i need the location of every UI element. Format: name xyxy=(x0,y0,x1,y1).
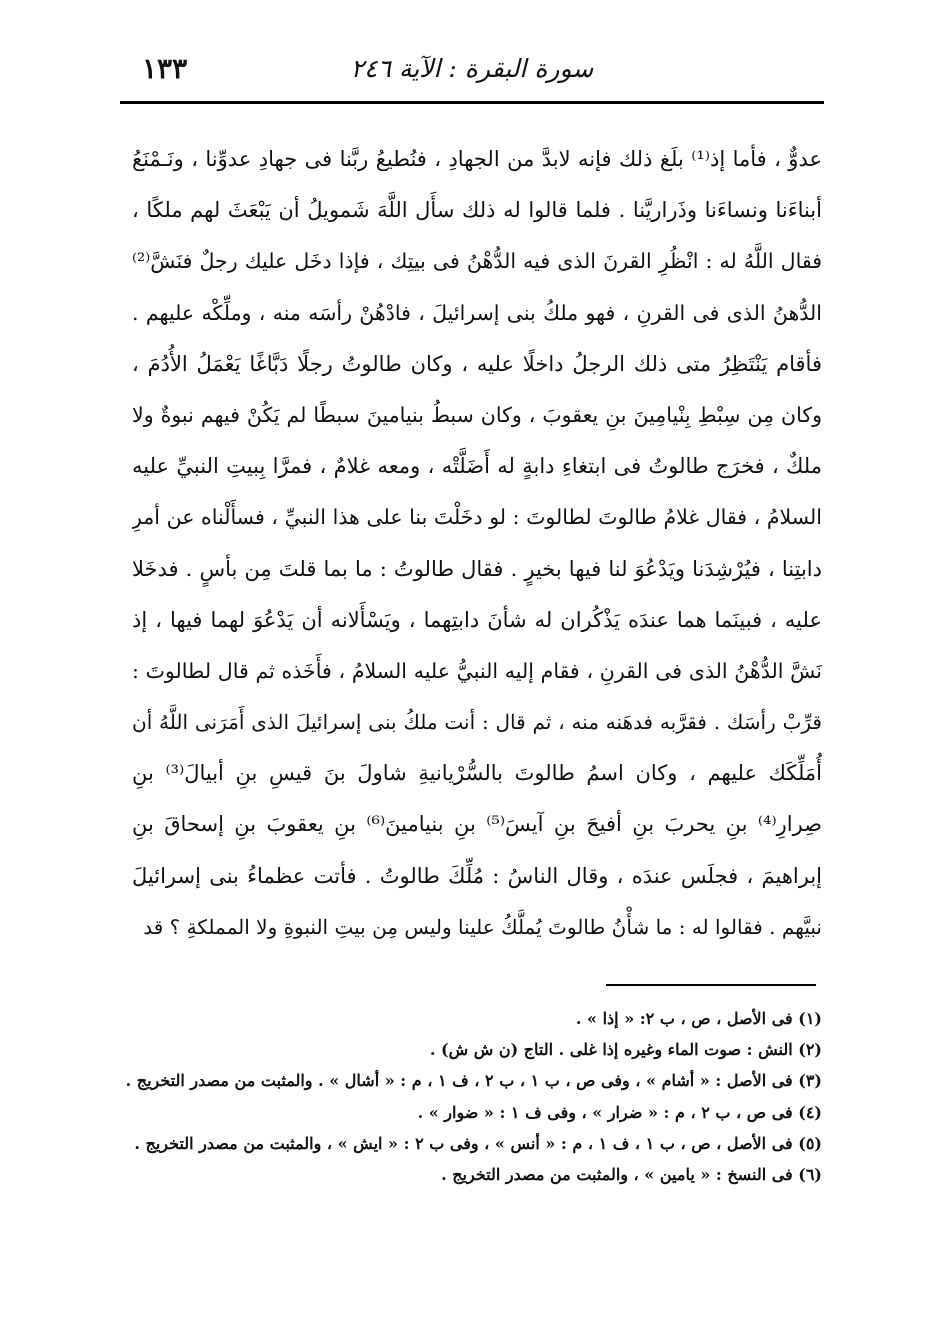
main-text xyxy=(132,134,822,953)
footnotes xyxy=(120,1003,822,1190)
text-line: ملكٌ ، فخرَج طالوتُ فى ابتغاءِ دابةٍ له أَضَلَّتْه ، ومعه غلامٌ ، فمرَّا بِبيتِ النبيِّ عليه xyxy=(132,454,822,479)
text-line: فقال اللَّهُ له : انْظُرِ القرنَ الذى فيه الدُّهْنُ فى بيتِك ، فإذا دخَل عليك رجلٌ فنَشَّ⁽²⁾ xyxy=(132,249,822,274)
text-line: دابتِنا ، فيُرْشِدَنا ويَدْعُوَ لنا فيها بخيرٍ . فقال طالوتُ : ما بما قلتَ مِن بأسٍ . فدخَلا xyxy=(132,556,822,581)
text-line: عدوٌّ ، فأما إذ⁽¹⁾ بلَغ ذلك فإنه لابدَّ من الجهادِ ، فنُطيعُ ربَّنا فى جهادِ عدوِّنا ، ونَـمْنَعُ xyxy=(132,147,822,171)
text-line: فأقام يَنْتَظِرُ متى ذلك الرجلُ داخلًا عليه ، وكان طالوتُ رجلًا دَبَّاغًا يَعْمَلُ الأُدُمَ ، xyxy=(132,351,822,376)
text-line: قرِّبْ رأسَك . فقرَّبه فدهَنه منه ، ثم قال : أنت ملكُ بنى إسرائيلَ الذى أَمَرَنى اللَّهُ أن xyxy=(132,710,822,735)
footnote: (٦) فى النسخ : « يامين » ، والمثبت من مصدر التخريج . xyxy=(441,1164,822,1184)
text-line: السلامُ ، فقال غلامُ طالوتَ لطالوتَ : لو دخَلْتَ بنا على هذا النبيِّ ، فسأَلْناه عن أمرِ xyxy=(132,505,822,530)
header-divider xyxy=(120,101,824,104)
page-number: ١٣٣ xyxy=(142,52,188,85)
text-line: أبناءَنا ونساءَنا وذَراريَّنا . فلما قالوا له ذلك سأَل اللَّهَ شَمويلُ أن يَبْعَثَ لهم ملكًا ، xyxy=(132,198,822,223)
footnote: (١) فى الأصل ، ص ، ب ٢: « إذا » . xyxy=(575,1009,822,1028)
text-line: عليه ، فبينَما هما عندَه يَذْكُران له شأنَ دابتِهما ، ويَسْأَلانه أن يَدْعُوَ لهما فيها ، إذ xyxy=(132,607,822,632)
text-line: نبيَّهم . فقالوا له : ما شأْنُ طالوتَ يُملَّكُ علينا وليس مِن بيتِ النبوةِ ولا المملكةِ ؟ قد xyxy=(143,914,822,939)
footnote: (٢) النش : صوت الماء وغيره إذا غلى . التاج (ن ش ش) . xyxy=(429,1040,822,1060)
text-line: صِرارِ⁽⁴⁾ بنِ يحربَ بنِ أفيحَ بنِ آيسَ⁽⁵⁾ بنِ بنيامينَ⁽⁶⁾ بنِ يعقوبَ بنِ إسحاقَ بنِ xyxy=(132,812,822,837)
surah-title: سورة البقرة : الآية ٢٤٦ xyxy=(350,54,594,83)
text-line: نَشَّ الدُّهْنُ الذى فى القرنِ ، فقام إليه النبيُّ عليه السلامُ ، فأَخَذه ثم قال لطالوتَ : xyxy=(132,658,822,683)
text-line: إبراهيمَ ، فجلَس عندَه ، وقال الناسُ : مُلِّكَ طالوتُ . فأتت عظماءُ بنى إسرائيلَ xyxy=(132,863,822,888)
text-line: أُمَلِّكَك عليهم ، وكان اسمُ طالوتَ بالسُّرْيانيةِ شاولَ بنَ قيسِ بنِ أبيالَ⁽³⁾ بنِ xyxy=(132,761,822,786)
footnote: (٥) فى الأصل ، ص ، ب ١ ، ف ١ ، م : « أنس » ، وفى ب ٢ : « ايش » ، والمثبت من مصدر التخريج . xyxy=(134,1133,822,1153)
text-line: وكان مِن سِبْطِ بِنْيامِينَ بنِ يعقوبَ ، وكان سبطُ بنيامينَ سبطًا لم يَكُنْ فيهم نبوةٌ ولا xyxy=(132,402,822,427)
footnote: (٤) فى ص ، ب ٢ ، م : « ضرار » ، وفى ف ١ : « ضوار » . xyxy=(417,1102,822,1122)
text-line: الدُّهنُ الذى فى القرنِ ، فهو ملكُ بنى إسرائيلَ ، فادْهُنْ رأسَه منه ، وملِّكْه عليهم . xyxy=(132,300,822,325)
running-header xyxy=(120,50,824,96)
footnote: (٣) فى الأصل : « أشام » ، وفى ص ، ب ١ ، ب ٢ ، ف ١ ، م : « أشال » . والمثبت من مصدر التخريج . xyxy=(125,1071,822,1091)
footnote-divider xyxy=(606,984,816,986)
